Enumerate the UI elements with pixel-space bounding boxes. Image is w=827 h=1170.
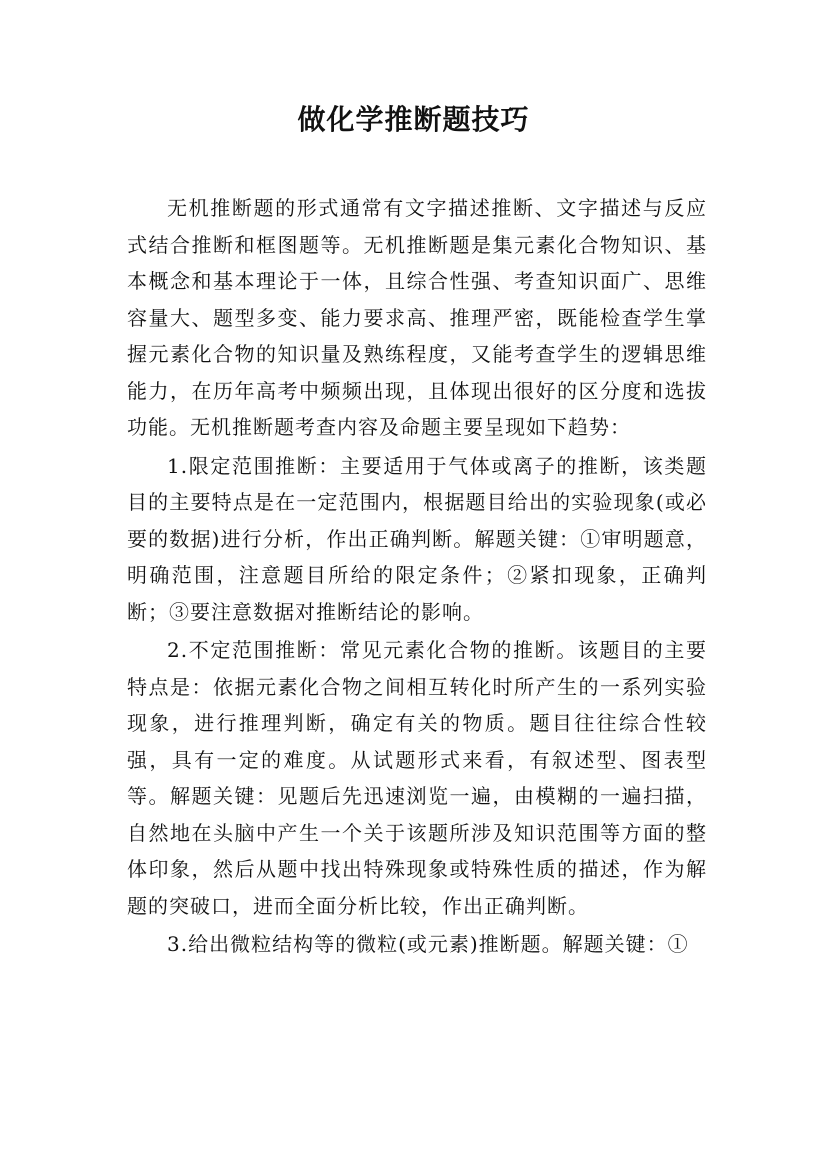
paragraph-particle-structure: 3.给出微粒结构等的微粒(或元素)推断题。解题关键：① [167,932,689,956]
paragraph-intro: 无机推断题的形式通常有文字描述推断、文字描述与反应式结合推断和框图题等。无机推断题是集元素化合物知识、基本概念和基本理论于一体，且综合性强、考查知识面广、思维容量大、题型多变、能力要求高、推理严密，既能检查学生掌握元素化合物的知识量及熟练程度，又能考查学生的逻辑思维能力，在历年高考中频频出现，且体现出很好的区分度和选拔功能。无机推断题考查内容及命题主要呈现如下趋势： [127,196,707,439]
paragraph-unlimited-range: 2.不定范围推断：常见元素化合物的推断。该题目的主要特点是：依据元素化合物之间相互转化时所产生的一系列实验现象，进行推理判断，确定有关的物质。题目往往综合性较强，具有一定的难度。从试题形式来看，有叙述型、图表型等。解题关键：见题后先迅速浏览一遍，由模糊的一遍扫描，自然地在头脑中产生一个关于该题所涉及知识范围等方面的整体印象，然后从题中找出特殊现象或特殊性质的描述，作为解题的突破口，进而全面分析比较，作出正确判断。 [127,638,707,918]
paragraph-limited-range: 1.限定范围推断：主要适用于气体或离子的推断，该类题目的主要特点是在一定范围内，根据题目给出的实验现象(或必要的数据)进行分析，作出正确判断。解题关键：①审明题意，明确范围，注意题目所给的限定条件；②紧扣现象，正确判断；③要注意数据对推断结论的影响。 [127,453,707,624]
document-body [127,190,707,965]
document-title: 做化学推断题技巧 [297,103,530,136]
